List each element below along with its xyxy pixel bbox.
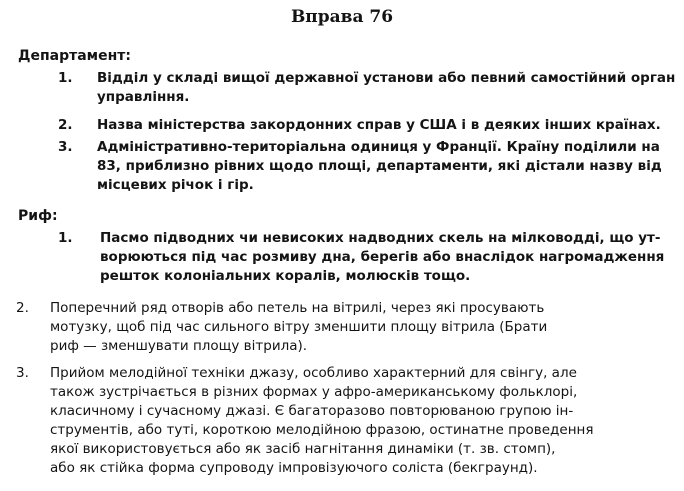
definition-number: 1.: [58, 230, 73, 246]
definition-line: управління.: [97, 89, 190, 105]
definition-line: решток колоніальних коралів, молюсків тощо.: [100, 268, 471, 284]
definition-number: 3.: [16, 365, 29, 381]
definition-line: класичному і сучасному джазі. Є багаторазово повторюваною групою ін-: [50, 403, 574, 419]
reef-definition-2: [16, 299, 678, 357]
term-reef: Риф:: [18, 208, 58, 224]
term-department: Департамент:: [18, 48, 131, 64]
definition-line: Поперечний ряд отворів або петель на вітрилі, через які просувають: [50, 300, 545, 316]
definition-number: 3.: [58, 139, 73, 155]
definition-line: Адміністративно-територіальна одиниця у Франції. Країну поділили на: [97, 139, 660, 155]
definition-line: місцевих річок і гір.: [97, 177, 254, 193]
department-definition-3: [58, 138, 678, 196]
definition-line: Прийом мелодійної техніки джазу, особливо характерний для свінгу, але: [50, 365, 577, 381]
definition-line: також зустрічається в різних формах у афро-американському фольклорі,: [50, 384, 578, 400]
definition-line: Відділ у складі вищої державної установи або певний самостійний орган: [97, 70, 676, 86]
definition-line: якої використовується або як засіб нагнітання динаміки (т. зв. стомп),: [50, 441, 556, 457]
definition-line: Пасмо підводних чи невисоких надводних скель на мілководді, що ут-: [100, 230, 661, 246]
definition-line: мотузку, щоб під час сильного вітру зменшити площу вітрила (Брати: [50, 319, 548, 335]
definition-line: струментів, або туті, короткою мелодійною фразою, остинатне проведення: [50, 422, 594, 438]
definition-line: або як стійка форма супроводу імпровізуючого соліста (бекграунд).: [50, 460, 538, 476]
definition-line: ворюються під час розмиву дна, берегів або внаслідок нагромадження: [100, 249, 665, 265]
definition-line: 83, приблизно рівних щодо площі, департаменти, які дістали назву від: [97, 158, 662, 174]
definition-line: риф — зменшувати площу вітрила).: [50, 338, 308, 354]
department-definition-2: [58, 116, 678, 136]
definition-line: Назва міністерства закордонних справ у США і в деяких інших країнах.: [97, 117, 661, 133]
definition-number: 2.: [58, 117, 73, 133]
department-definition-1: [58, 69, 678, 109]
definition-number: 1.: [58, 70, 73, 86]
reef-definition-3: [16, 364, 678, 484]
definition-number: 2.: [16, 300, 29, 316]
page-title: Вправа 76: [290, 7, 394, 27]
reef-definition-1: [58, 229, 678, 287]
